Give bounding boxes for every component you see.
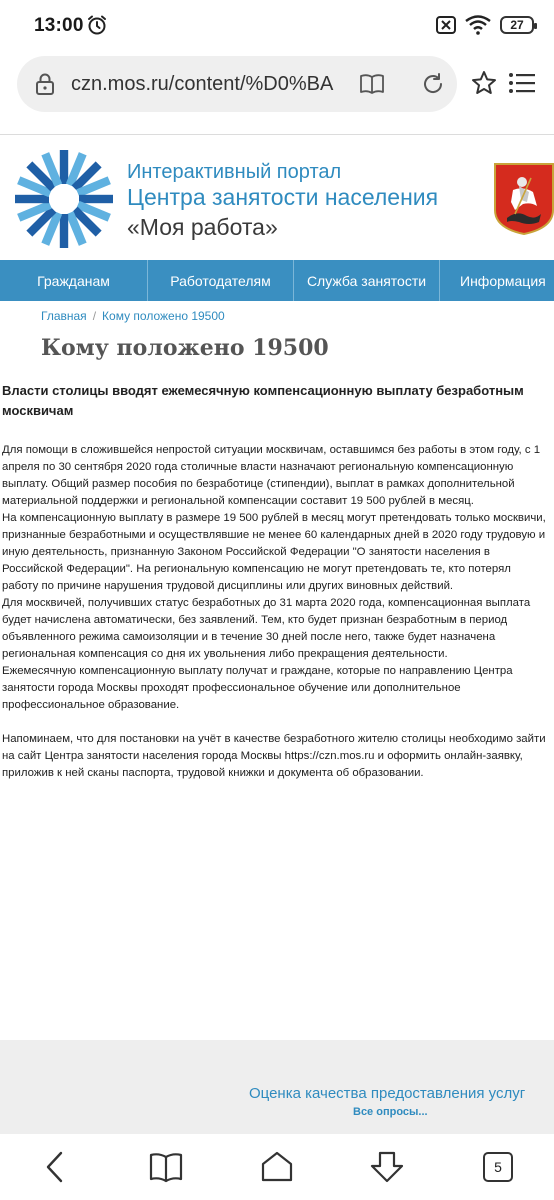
article-body	[2, 381, 550, 782]
reader-icon[interactable]	[359, 72, 385, 96]
article-paragraph: На компенсационную выплату в размере 19 500 рублей в месяц могут претендовать только москвичи, признанные безработными и осуществлявшие не менее 60 календарных дней в 2020 году трудовую и иную деятельность, признанную Законом Российской Федерации "О занятости населения в Российской Федерации". На региональную компенсацию не могут претендовать те, кто потерял работу по причине нарушения трудовой дисциплины или других виновных действий.	[2, 512, 546, 592]
nav-item-employers[interactable]: Работодателям	[148, 260, 294, 301]
battery-indicator: 27	[500, 16, 534, 34]
url-text[interactable]: czn.mos.ru/content/%D0%BA	[71, 73, 334, 95]
nav-item-employment-service[interactable]: Служба занятости	[294, 260, 440, 301]
site-footer	[0, 1040, 554, 1134]
status-bar	[0, 0, 554, 50]
article-lead: Власти столицы вводят ежемесячную компенсационную выплату безработным москвичам	[2, 383, 524, 418]
close-box-icon	[436, 16, 456, 34]
site-header	[0, 135, 554, 259]
logo-ray	[15, 195, 49, 203]
portal-title-line1: Интерактивный портал	[127, 161, 342, 183]
nav-item-citizens[interactable]: Гражданам	[0, 260, 148, 301]
article-paragraph: Ежемесячную компенсационную выплату получат и граждане, которые по направлению Центра занятости города Москвы проходят профессиональное обучение или дополнительное профессиональное образование.	[2, 665, 513, 711]
browser-bottom-toolbar	[0, 1134, 554, 1200]
survey-title-link[interactable]: Оценка качества предоставления услуг	[249, 1085, 526, 1102]
breadcrumb-current[interactable]: Кому положено 19500	[102, 309, 225, 323]
status-time: 13:00	[34, 15, 84, 36]
all-surveys-link[interactable]: Все опросы...	[353, 1106, 428, 1118]
tabs-count-button[interactable]: 5	[483, 1152, 513, 1182]
home-icon[interactable]	[259, 1149, 295, 1185]
lock-icon	[34, 72, 56, 96]
bookmarks-icon[interactable]	[148, 1149, 184, 1185]
wifi-icon	[465, 15, 491, 35]
address-bar[interactable]	[17, 56, 457, 112]
article-paragraph: Для помощи в сложившейся непростой ситуации москвичам, оставшимся без работы в этом году, с 1 апреля по 30 сентября 2020 года столичные власти назначают региональную компенсационную выплату. Общий размер пособия по безработице (стипендии), выплат в рамках дополнительной материальной поддержки и региональной компенсации составит 19 500 рублей в месяц.	[2, 444, 541, 507]
article-paragraph: Напоминаем, что для постановки на учёт в качестве безработного жителю столицы необходимо зайти на сайт Центра занятости населения города Москвы https://czn.mos.ru и оформить онлайн-заявку, приложив к ней сканы паспорта, трудовой книжки и документа об образовании.	[2, 733, 546, 779]
portal-title-line2: Центра занятости населения	[127, 184, 439, 210]
web-page	[0, 134, 554, 1038]
logo-ray	[60, 150, 68, 184]
alarm-icon	[86, 14, 108, 36]
breadcrumb-home-link[interactable]: Главная	[41, 309, 87, 323]
download-icon[interactable]	[369, 1149, 405, 1185]
reload-icon[interactable]	[421, 72, 445, 96]
back-icon[interactable]	[38, 1149, 74, 1185]
menu-icon[interactable]	[508, 72, 536, 94]
main-nav	[0, 260, 554, 301]
breadcrumb-separator: /	[92, 309, 97, 323]
portal-logo[interactable]	[10, 145, 118, 253]
nav-item-information[interactable]: Информация	[460, 272, 546, 289]
portal-title-line3: «Моя работа»	[127, 214, 278, 240]
moscow-coat-of-arms	[493, 162, 554, 236]
page-title: Кому положено 19500	[41, 335, 329, 361]
article-paragraph: Для москвичей, получивших статус безработных до 31 марта 2020 года, компенсационная выплата будет начислена автоматически, без заявлений. Тем, кто будет признан безработным в период объявленного режима самоизоляции и в течение 30 дней после него, также будет назначена региональная компенсация со дня их увольнения либо прекращения деятельности.	[2, 597, 531, 660]
logo-ray	[60, 214, 68, 248]
breadcrumb	[41, 309, 225, 323]
star-icon[interactable]	[471, 70, 497, 96]
logo-ray	[79, 195, 113, 203]
